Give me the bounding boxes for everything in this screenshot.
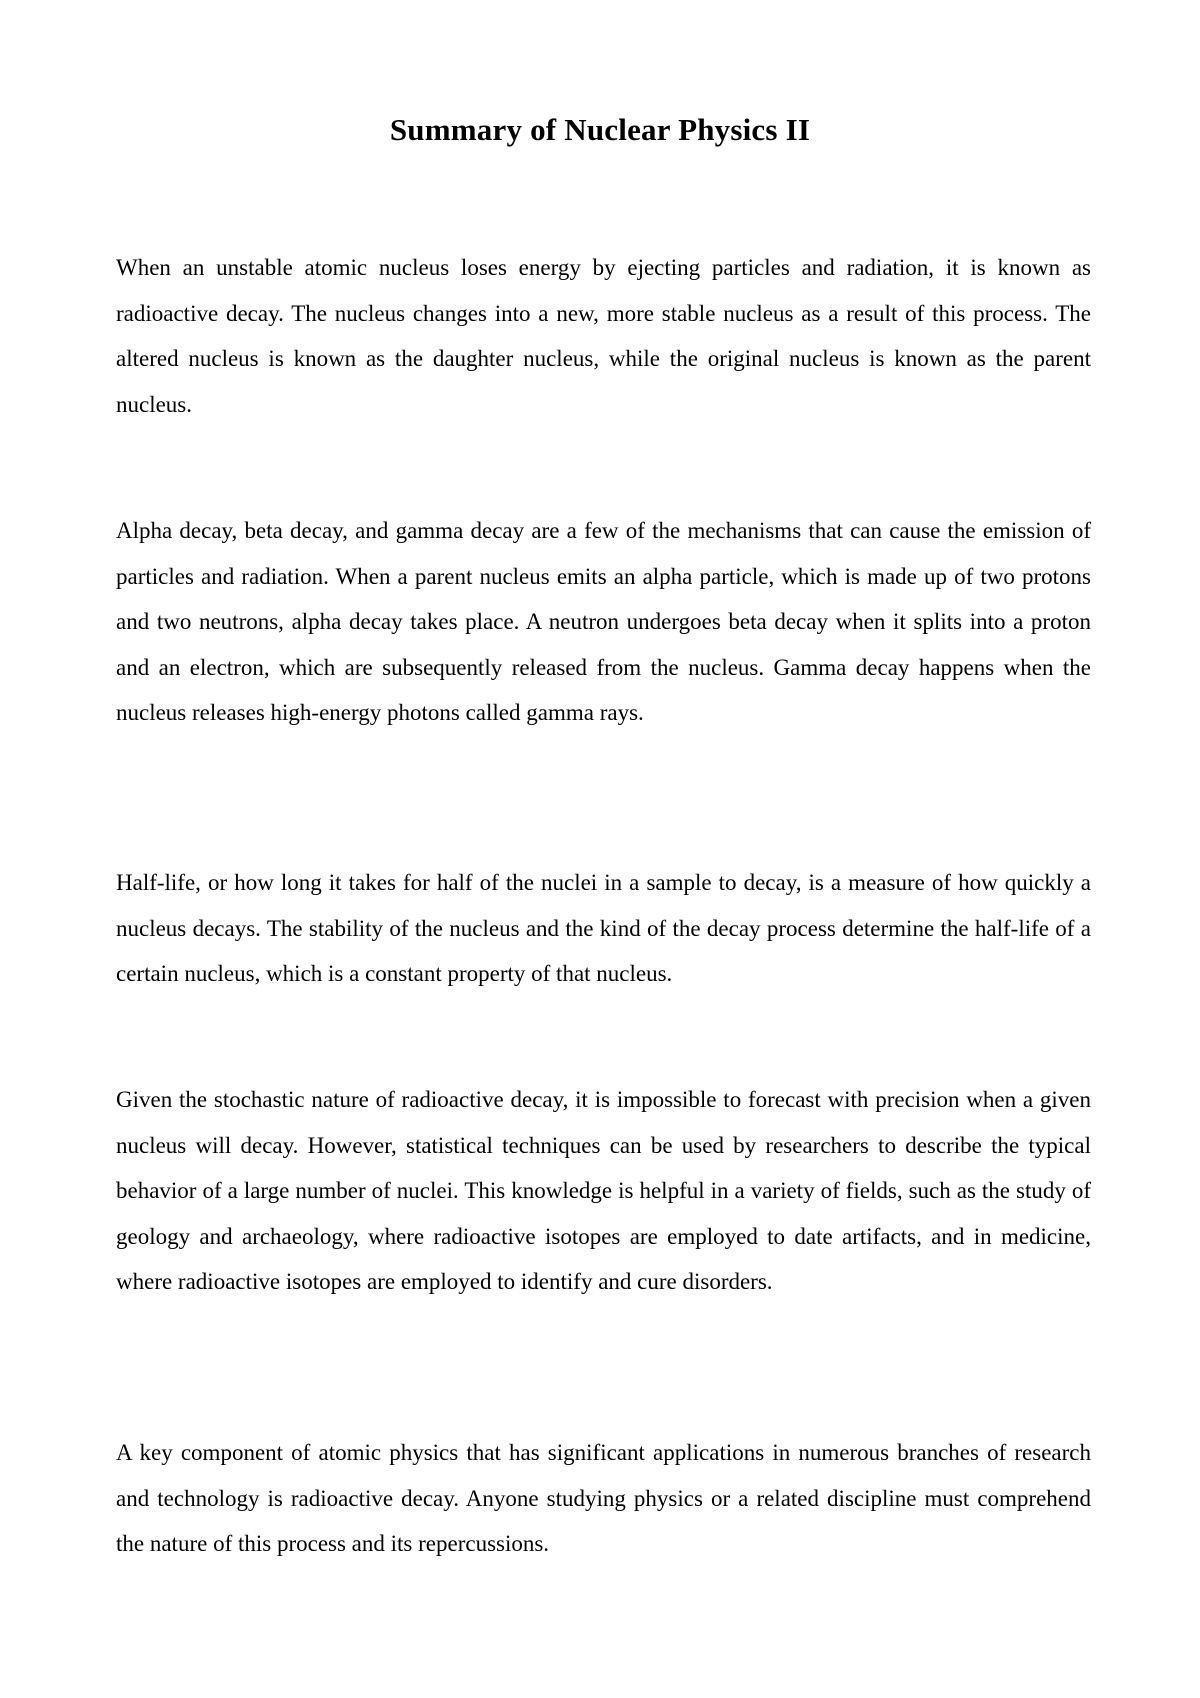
document-title: Summary of Nuclear Physics II: [389, 112, 811, 147]
paragraph-conclusion: A key component of atomic physics that has significant applications in numerous branches of research and technology is radioactive decay. Anyone studying physics or a related discipline must comprehend the nature of this process and its repercussions.: [116, 1440, 1091, 1556]
paragraph-decay-mechanisms: Alpha decay, beta decay, and gamma decay are a few of the mechanisms that can cause the emission of particles and radiation. When a parent nucleus emits an alpha particle, which is made up of two protons and two neutrons, alpha decay takes place. A neutron undergoes beta decay when it splits into a proton and an electron, which are subsequently released from the nucleus. Gamma decay happens when the nucleus releases high-energy photons called gamma rays.: [116, 518, 1091, 725]
paragraph-stochastic-nature: Given the stochastic nature of radioactive decay, it is impossible to forecast with precision when a given nucleus will decay. However, statistical techniques can be used by researchers to describe the typical behavior of a large number of nuclei. This knowledge is helpful in a variety of fields, such as the study of geology and archaeology, where radioactive isotopes are employed to date artifacts, and in medicine, where radioactive isotopes are employed to identify and cure disorders.: [116, 1087, 1091, 1294]
paragraph-radioactive-decay-definition: When an unstable atomic nucleus loses energy by ejecting particles and radiation, it is known as radioactive decay. The nucleus changes into a new, more stable nucleus as a result of this process. The altered nucleus is known as the daughter nucleus, while the original nucleus is known as the parent nucleus.: [116, 255, 1091, 417]
paragraph-half-life: Half-life, or how long it takes for half of the nuclei in a sample to decay, is a measure of how quickly a nucleus decays. The stability of the nucleus and the kind of the decay process determine the half-life of a certain nucleus, which is a constant property of that nucleus.: [116, 870, 1091, 986]
